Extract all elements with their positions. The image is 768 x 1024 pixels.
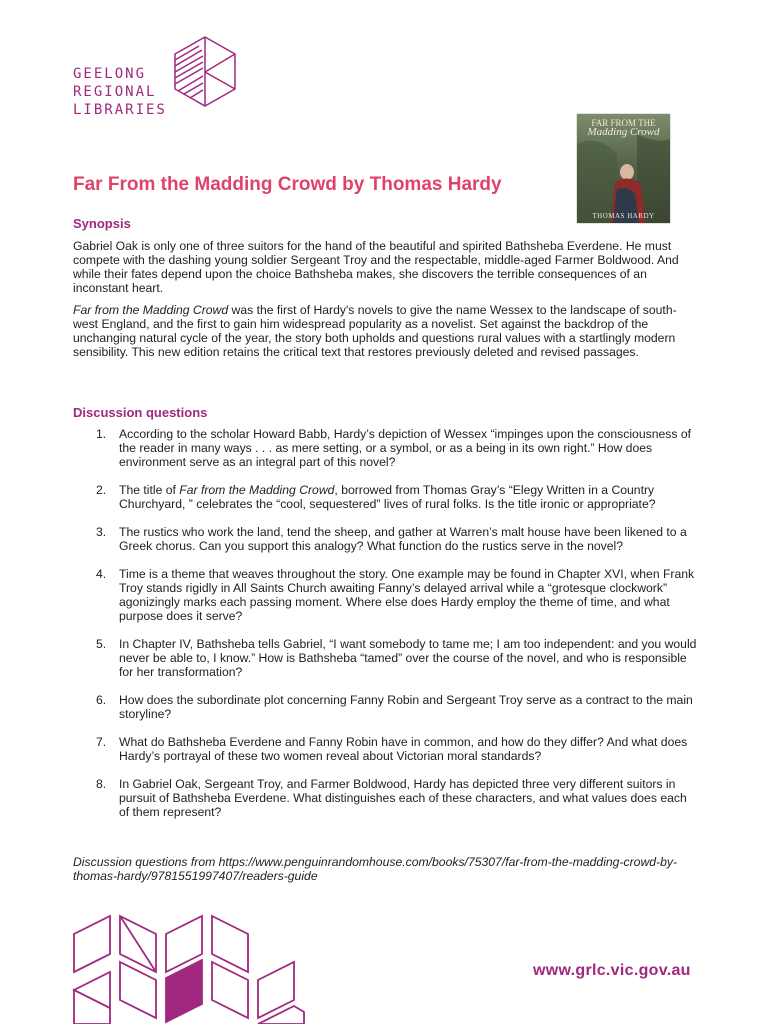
question-text: In Chapter IV, Bathsheba tells Gabriel, “I want somebody to tame me; I am too independent: and you would never be able to, I know.” How is Bathsheba “tamed” over the course of the novel, and who is responsible for her transformation? xyxy=(119,637,697,679)
question-item xyxy=(73,777,698,819)
question-text: In Gabriel Oak, Sergeant Troy, and Farmer Boldwood, Hardy has depicted three very different suitors in pursuit of Bathsheba Everdene. What distinguishes each of these characters, and what values does each of them represent? xyxy=(119,777,687,819)
question-number: 4. xyxy=(96,567,107,581)
logo-text xyxy=(73,65,167,119)
footer-url-link[interactable]: www.grlc.vic.gov.au xyxy=(533,962,691,979)
book-cover-image xyxy=(577,114,670,223)
footer-pattern-graphic xyxy=(72,914,307,1024)
question-text-cont: , borrowed from Thomas Gray’s “Elegy Written in a Country Churchyard, ” celebrates the “cool, sequestered” lives of rural folks. Is the title ironic or appropriate? xyxy=(119,483,656,511)
question-text: The rustics who work the land, tend the sheep, and gather at Warren’s malt house have been likened to a Greek chorus. Can you support this analogy? What function do the rustics serve in the novel? xyxy=(119,525,687,553)
synopsis-book-title: Far from the Madding Crowd xyxy=(73,303,229,317)
cover-author-text: THOMAS HARDY xyxy=(592,212,655,220)
question-number: 6. xyxy=(96,693,107,707)
question-item xyxy=(73,637,698,679)
cover-main-text: Madding Crowd xyxy=(587,126,660,138)
question-item xyxy=(73,525,698,553)
question-number: 3. xyxy=(96,525,107,539)
question-number: 1. xyxy=(96,427,107,441)
synopsis-paragraph-2 xyxy=(73,303,688,359)
question-item xyxy=(73,427,698,469)
logo-line-3: LIBRARIES xyxy=(73,102,167,118)
question-text: Time is a theme that weaves throughout the story. One example may be found in Chapter XVI, when Frank Troy stands rigidly in All Saints Church awaiting Fanny’s delayed arrival while a “grotesque clockwork” agonizingly marks each passing moment. Where else does Hardy employ the theme of time, and what purpose does it serve? xyxy=(119,567,695,623)
question-item xyxy=(73,567,698,623)
question-number: 7. xyxy=(96,735,107,749)
logo-line-2: REGIONAL xyxy=(73,84,157,100)
synopsis-heading: Synopsis xyxy=(73,216,131,231)
logo-line-1: GEELONG xyxy=(73,66,147,82)
cover-top-text: FAR FROM THE xyxy=(591,118,656,128)
question-number: 5. xyxy=(96,637,107,651)
question-text: How does the subordinate plot concerning Fanny Robin and Sergeant Troy serve as a contract to the main storyline? xyxy=(119,693,693,721)
discussion-question-list xyxy=(73,427,698,819)
question-book-title: Far from the Madding Crowd xyxy=(179,483,335,497)
page-title: Far From the Madding Crowd by Thomas Hardy xyxy=(73,174,502,195)
question-text: What do Bathsheba Everdene and Fanny Robin have in common, and how do they differ? And what does Hardy’s portrayal of these two women reveal about Victorian moral standards? xyxy=(119,735,688,763)
question-text: According to the scholar Howard Babb, Hardy’s depiction of Wessex “impinges upon the consciousness of the reader in many ways . . . as mere setting, or a symbol, or as a being in its own right.” How does environment serve as an integral part of this novel? xyxy=(119,427,691,469)
question-number: 2. xyxy=(96,483,107,497)
logo-mark-icon xyxy=(169,36,239,108)
question-item xyxy=(73,483,698,511)
synopsis-paragraph-2-text: was the first of Hardy's novels to give the name Wessex to the landscape of south-west England, and the first to gain him widespread popularity as a novelist. Set against the backdrop of the unchanging natural cycle of the year, the story both upholds and questions rural values with a startlingly modern sensibility. This new edition retains the critical text that restores previously deleted and revised passages. xyxy=(73,303,677,359)
discussion-heading: Discussion questions xyxy=(73,405,208,420)
source-note: Discussion questions from https://www.penguinrandomhouse.com/books/75307/far-from-the-madding-crowd-by-thomas-hardy/9781551997407/readers-guide xyxy=(73,855,678,883)
question-text: The title of xyxy=(119,483,180,497)
question-item xyxy=(73,693,698,721)
question-item xyxy=(73,735,698,763)
synopsis-paragraph-1: Gabriel Oak is only one of three suitors for the hand of the beautiful and spirited Bathsheba Everdene. He must compete with the dashing young soldier Sergeant Troy and the respectable, middle-aged Farmer Boldwood. And while their fates depend upon the choice Bathsheba makes, she discovers the terrible consequences of an inconstant heart. xyxy=(73,239,679,295)
question-number: 8. xyxy=(96,777,107,791)
